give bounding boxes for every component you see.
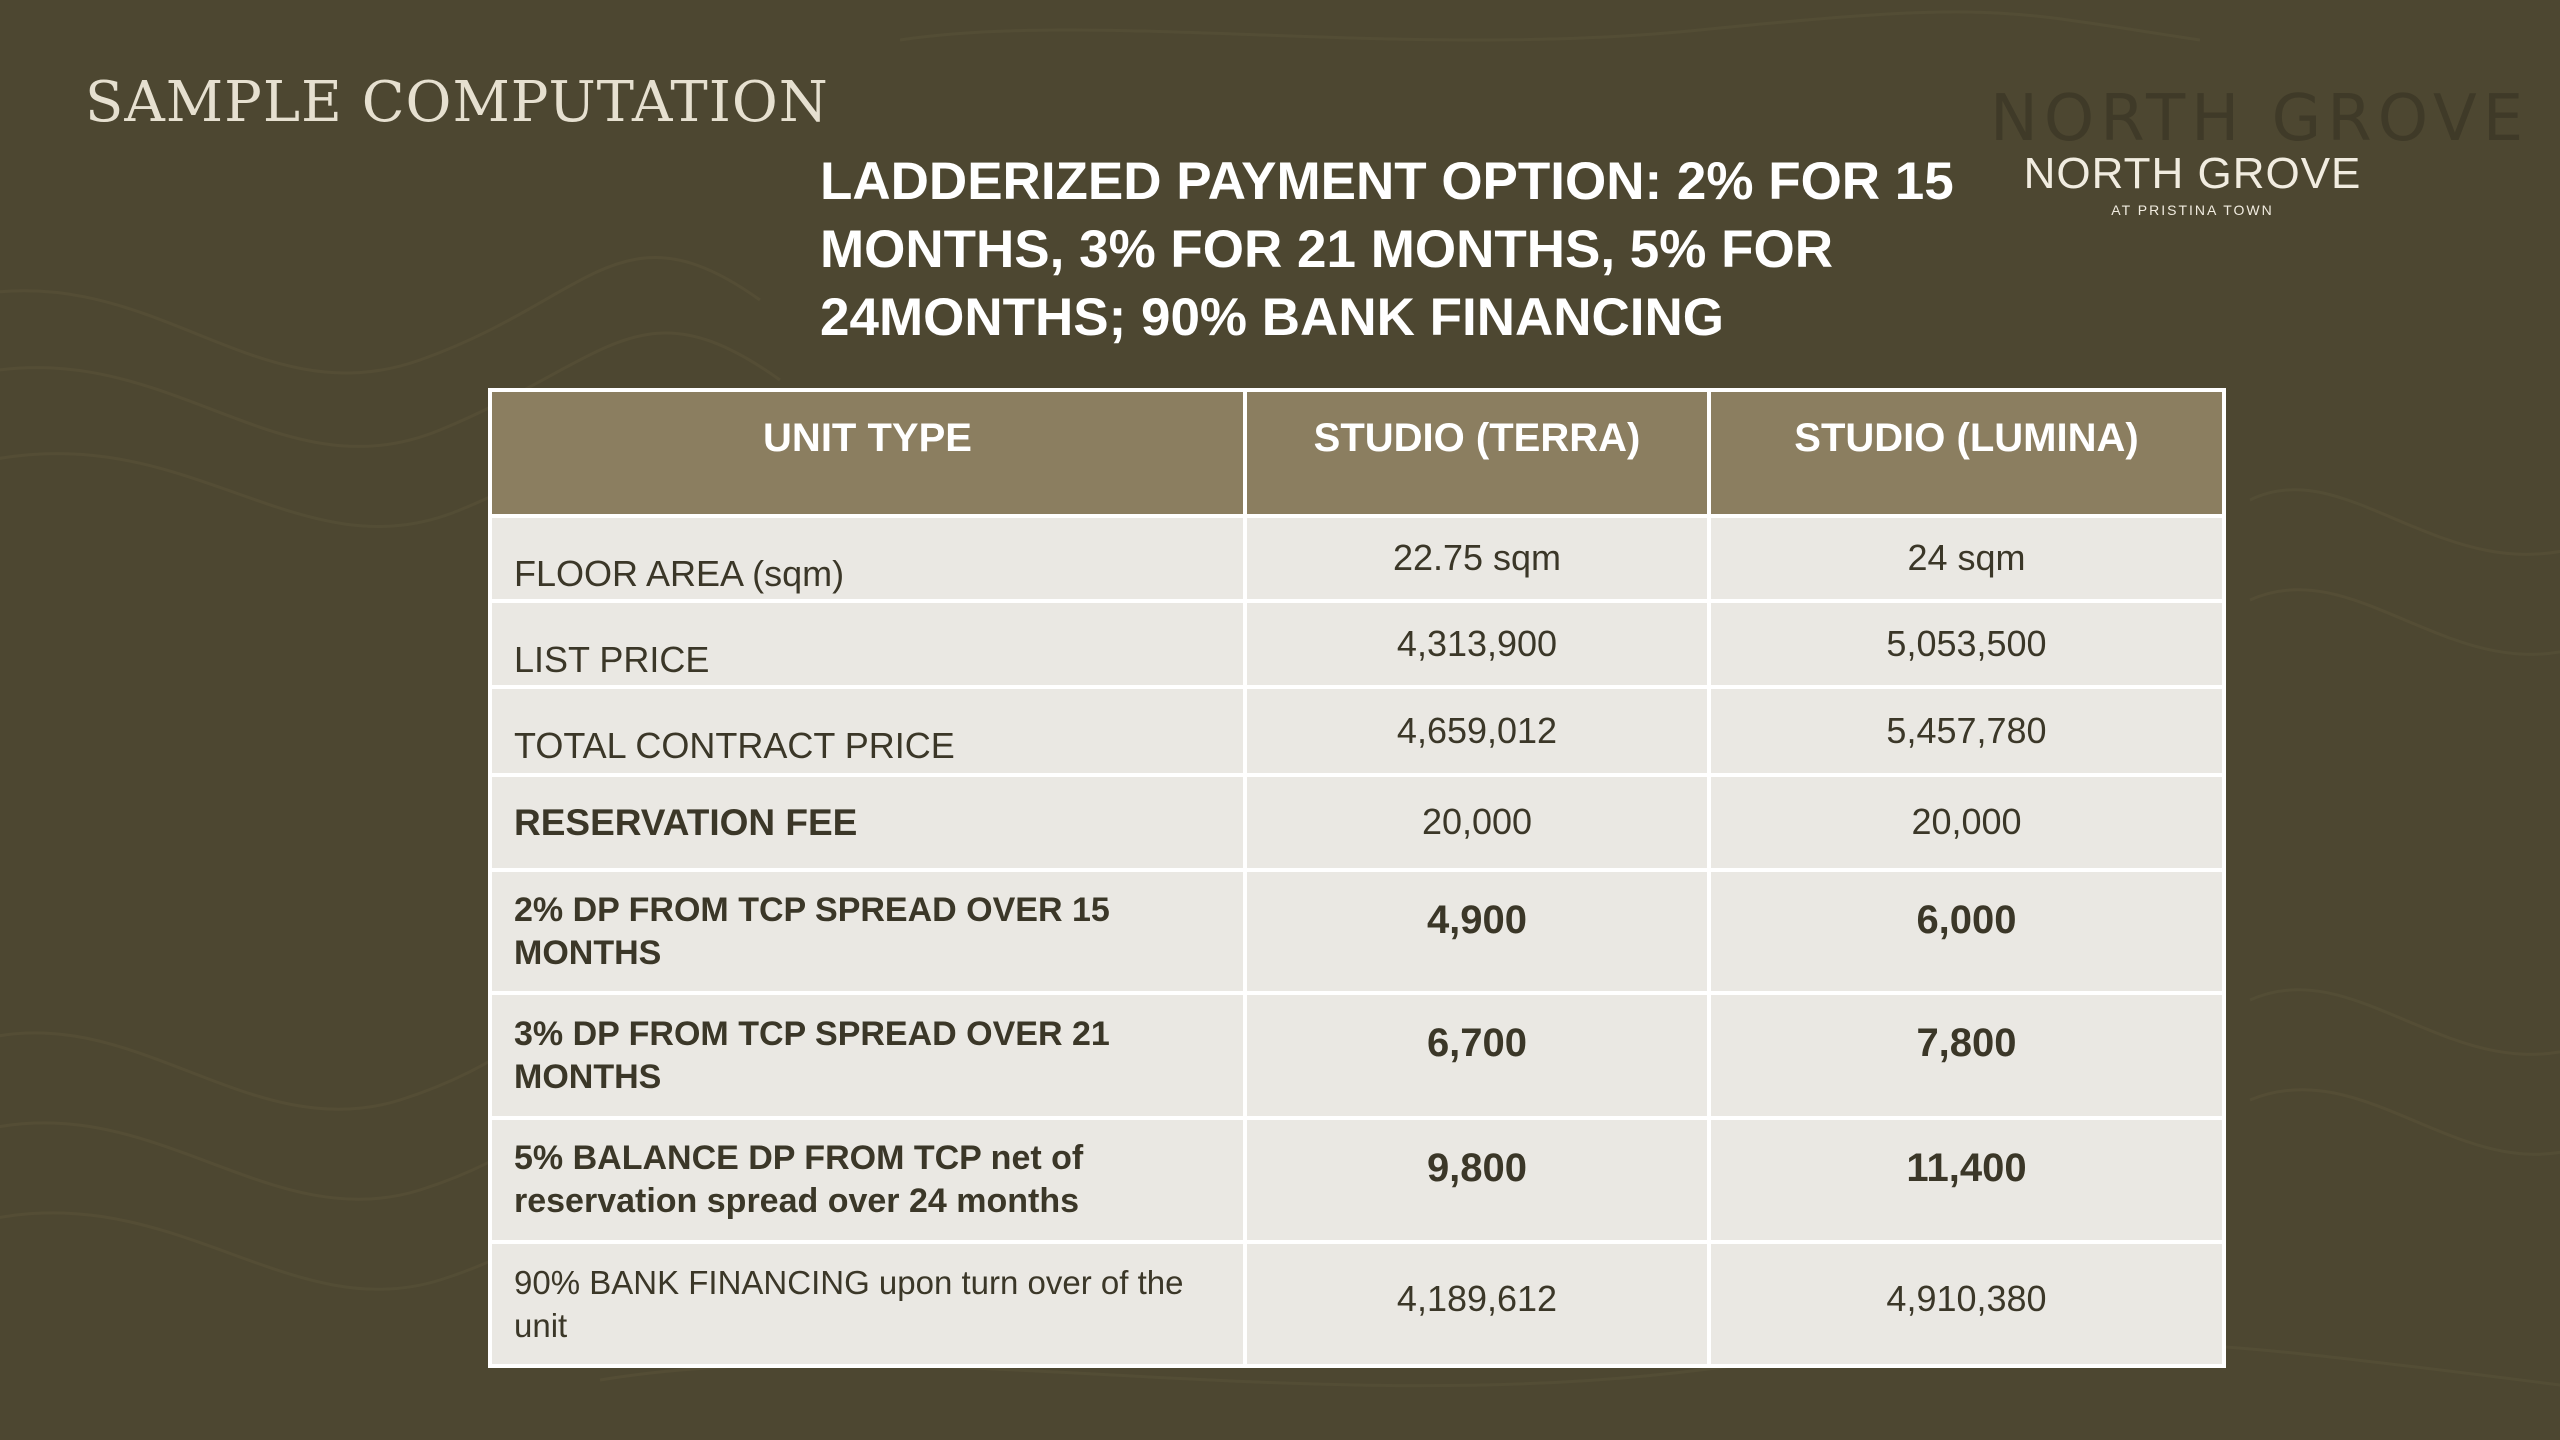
row-label-rest: net of reservation spread over 24 months	[514, 1139, 1084, 1221]
table-row-total-contract-price	[490, 687, 2224, 774]
header-studio-terra: STUDIO (TERRA)	[1245, 390, 1709, 516]
payment-option-headline: LADDERIZED PAYMENT OPTION: 2% FOR 15 MONTHS, 3% FOR 21 MONTHS, 5% FOR 24MONTHS; 90% BANK FINANCING	[820, 152, 1954, 347]
table-header-row	[490, 390, 2224, 516]
brand-logo	[2005, 149, 2380, 218]
cell-terra: 22.75 sqm	[1245, 516, 1709, 601]
cell-terra: 4,900	[1245, 870, 1709, 994]
row-label-caps: 90% BANK FINANCING	[514, 1264, 870, 1302]
cell-lumina: 5,457,780	[1709, 687, 2224, 774]
table-row-reservation-fee	[490, 775, 2224, 870]
table-row-3pct-dp	[490, 993, 2224, 1118]
cell-terra: 4,659,012	[1245, 687, 1709, 774]
row-label: LIST PRICE	[490, 601, 1245, 687]
row-label: 2% DP FROM TCP SPREAD OVER 15 MONTHS	[490, 870, 1245, 994]
row-label-rest: upon turn over of the unit	[514, 1264, 1184, 1345]
cell-terra: 9,800	[1245, 1118, 1709, 1243]
row-label: 3% DP FROM TCP SPREAD OVER 21 MONTHS	[490, 993, 1245, 1118]
table-row-bank-financing	[490, 1242, 2224, 1366]
cell-terra: 20,000	[1245, 775, 1709, 870]
cell-lumina: 24 sqm	[1709, 516, 2224, 601]
cell-terra: 6,700	[1245, 993, 1709, 1118]
header-unit-type: UNIT TYPE	[490, 390, 1245, 516]
table-row-2pct-dp	[490, 870, 2224, 994]
row-label: RESERVATION FEE	[490, 775, 1245, 870]
sample-computation-table	[488, 388, 2226, 1368]
row-label	[490, 1118, 1245, 1243]
cell-lumina: 7,800	[1709, 993, 2224, 1118]
row-label: FLOOR AREA (sqm)	[490, 516, 1245, 601]
table-row-floor-area	[490, 516, 2224, 601]
table-row-5pct-balance-dp	[490, 1118, 2224, 1243]
row-label-bold: 5% BALANCE DP FROM TCP	[514, 1139, 982, 1178]
cell-lumina: 20,000	[1709, 775, 2224, 870]
brand-ghost-text: NORTH GROVE	[1990, 82, 2530, 156]
slide-title: SAMPLE COMPUTATION	[85, 70, 829, 135]
cell-lumina: 4,910,380	[1709, 1242, 2224, 1366]
brand-subtitle: AT PRISTINA TOWN	[2111, 202, 2274, 218]
cell-lumina: 5,053,500	[1709, 601, 2224, 687]
row-label: TOTAL CONTRACT PRICE	[490, 687, 1245, 774]
row-label	[490, 1242, 1245, 1366]
header-studio-lumina: STUDIO (LUMINA)	[1709, 390, 2224, 516]
cell-terra: 4,189,612	[1245, 1242, 1709, 1366]
table-row-list-price	[490, 601, 2224, 687]
cell-terra: 4,313,900	[1245, 601, 1709, 687]
brand-name: NORTH GROVE	[2023, 149, 2362, 198]
cell-lumina: 11,400	[1709, 1118, 2224, 1243]
cell-lumina: 6,000	[1709, 870, 2224, 994]
